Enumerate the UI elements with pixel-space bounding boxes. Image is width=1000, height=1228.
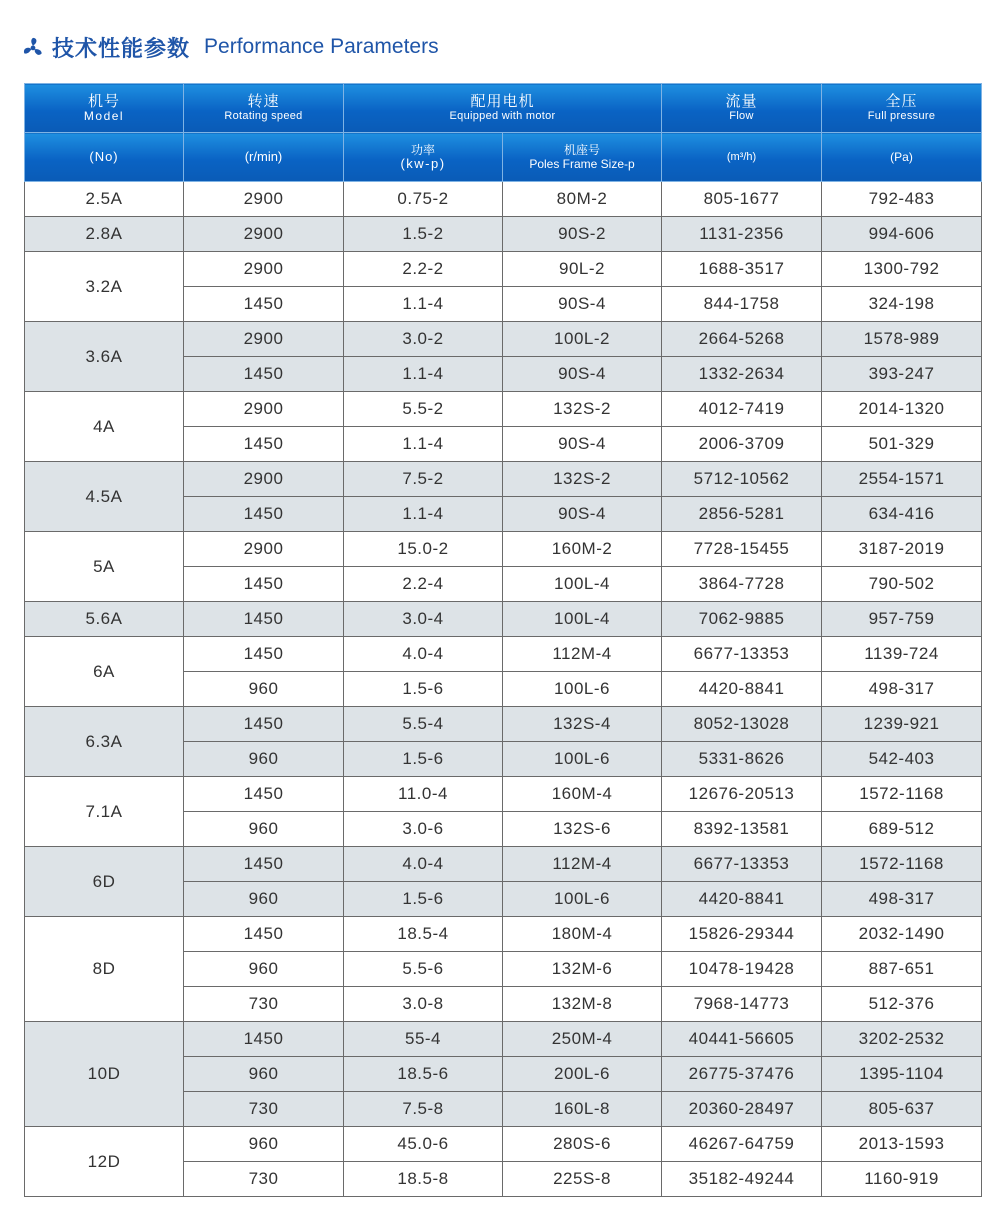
model-group [25, 777, 982, 847]
frame-cell: 280S-6 [503, 1127, 662, 1162]
header-flow: 流量 Flow [662, 84, 822, 133]
flow-cell: 1688-3517 [662, 252, 822, 287]
pressure-cell: 501-329 [822, 427, 982, 462]
power-cell: 18.5-8 [344, 1162, 503, 1197]
header-flow-unit: (m³/h) [662, 133, 822, 182]
header-motor: 配用电机 Equipped with motor [344, 84, 662, 133]
flow-cell: 15826-29344 [662, 917, 822, 952]
frame-cell: 160M-4 [503, 777, 662, 812]
header-speed: 转速 Rotating speed [184, 84, 344, 133]
pressure-cell: 498-317 [822, 672, 982, 707]
power-cell: 18.5-6 [344, 1057, 503, 1092]
flow-cell: 8392-13581 [662, 812, 822, 847]
section-title [22, 30, 439, 64]
power-cell: 4.0-4 [344, 637, 503, 672]
power-cell: 15.0-2 [344, 532, 503, 567]
power-cell: 1.1-4 [344, 287, 503, 322]
frame-cell: 90S-4 [503, 287, 662, 322]
speed-cell: 2900 [184, 392, 344, 427]
power-cell: 5.5-2 [344, 392, 503, 427]
frame-cell: 80M-2 [503, 182, 662, 217]
table-row [25, 462, 982, 497]
power-cell: 2.2-4 [344, 567, 503, 602]
power-cell: 55-4 [344, 1022, 503, 1057]
pressure-cell: 1578-989 [822, 322, 982, 357]
pressure-cell: 1139-724 [822, 637, 982, 672]
table-row [25, 392, 982, 427]
model-group [25, 1022, 982, 1127]
model-group [25, 322, 982, 392]
pressure-cell: 792-483 [822, 182, 982, 217]
frame-cell: 160L-8 [503, 1092, 662, 1127]
frame-cell: 90L-2 [503, 252, 662, 287]
power-cell: 3.0-6 [344, 812, 503, 847]
speed-cell: 1450 [184, 567, 344, 602]
speed-cell: 730 [184, 1162, 344, 1197]
table-row [25, 1127, 982, 1162]
table-row [25, 252, 982, 287]
header-frame: 机座号 Poles Frame Size-p [503, 133, 662, 182]
power-cell: 0.75-2 [344, 182, 503, 217]
flow-cell: 5331-8626 [662, 742, 822, 777]
pressure-cell: 2013-1593 [822, 1127, 982, 1162]
power-cell: 4.0-4 [344, 847, 503, 882]
speed-cell: 1450 [184, 497, 344, 532]
power-cell: 1.1-4 [344, 357, 503, 392]
header-pressure-unit: (Pa) [822, 133, 982, 182]
frame-cell: 112M-4 [503, 847, 662, 882]
model-group [25, 917, 982, 1022]
model-group [25, 252, 982, 322]
frame-cell: 132S-4 [503, 707, 662, 742]
pressure-cell: 1572-1168 [822, 847, 982, 882]
model-group [25, 392, 982, 462]
frame-cell: 160M-2 [503, 532, 662, 567]
frame-cell: 100L-6 [503, 882, 662, 917]
model-cell: 10D [25, 1022, 184, 1127]
flow-cell: 26775-37476 [662, 1057, 822, 1092]
table-row [25, 217, 982, 252]
power-cell: 3.0-2 [344, 322, 503, 357]
table-header [25, 84, 982, 182]
speed-cell: 960 [184, 882, 344, 917]
table-row [25, 707, 982, 742]
model-group [25, 847, 982, 917]
model-cell: 4A [25, 392, 184, 462]
speed-cell: 960 [184, 742, 344, 777]
pressure-cell: 498-317 [822, 882, 982, 917]
model-group [25, 1127, 982, 1197]
flow-cell: 4012-7419 [662, 392, 822, 427]
pressure-cell: 2014-1320 [822, 392, 982, 427]
table-row [25, 637, 982, 672]
title-english: Performance Parameters [204, 35, 439, 58]
model-cell: 8D [25, 917, 184, 1022]
power-cell: 11.0-4 [344, 777, 503, 812]
power-cell: 1.1-4 [344, 497, 503, 532]
flow-cell: 844-1758 [662, 287, 822, 322]
pressure-cell: 512-376 [822, 987, 982, 1022]
model-cell: 7.1A [25, 777, 184, 847]
frame-cell: 100L-6 [503, 672, 662, 707]
speed-cell: 1450 [184, 707, 344, 742]
frame-cell: 112M-4 [503, 637, 662, 672]
model-cell: 2.8A [25, 217, 184, 252]
pressure-cell: 1300-792 [822, 252, 982, 287]
power-cell: 3.0-8 [344, 987, 503, 1022]
pressure-cell: 542-403 [822, 742, 982, 777]
header-pressure: 全压 Full pressure [822, 84, 982, 133]
power-cell: 1.5-6 [344, 882, 503, 917]
flow-cell: 8052-13028 [662, 707, 822, 742]
speed-cell: 960 [184, 952, 344, 987]
table-row [25, 847, 982, 882]
model-group [25, 637, 982, 707]
speed-cell: 2900 [184, 252, 344, 287]
speed-cell: 960 [184, 812, 344, 847]
flow-cell: 2664-5268 [662, 322, 822, 357]
header-model: 机号 Model [25, 84, 184, 133]
power-cell: 1.5-6 [344, 742, 503, 777]
flow-cell: 6677-13353 [662, 847, 822, 882]
speed-cell: 1450 [184, 847, 344, 882]
frame-cell: 250M-4 [503, 1022, 662, 1057]
speed-cell: 1450 [184, 287, 344, 322]
frame-cell: 100L-4 [503, 602, 662, 637]
pressure-cell: 805-637 [822, 1092, 982, 1127]
pressure-cell: 3187-2019 [822, 532, 982, 567]
pressure-cell: 2554-1571 [822, 462, 982, 497]
model-group [25, 602, 982, 637]
frame-cell: 90S-2 [503, 217, 662, 252]
speed-cell: 2900 [184, 532, 344, 567]
frame-cell: 200L-6 [503, 1057, 662, 1092]
power-cell: 5.5-6 [344, 952, 503, 987]
pressure-cell: 887-651 [822, 952, 982, 987]
flow-cell: 4420-8841 [662, 672, 822, 707]
header-speed-unit: (r/min) [184, 133, 344, 182]
flow-cell: 5712-10562 [662, 462, 822, 497]
frame-cell: 132M-6 [503, 952, 662, 987]
table-row [25, 182, 982, 217]
speed-cell: 960 [184, 672, 344, 707]
header-power: 功率 (kw-p) [344, 133, 503, 182]
model-cell: 6D [25, 847, 184, 917]
power-cell: 2.2-2 [344, 252, 503, 287]
frame-cell: 90S-4 [503, 427, 662, 462]
flow-cell: 7968-14773 [662, 987, 822, 1022]
flow-cell: 35182-49244 [662, 1162, 822, 1197]
title-chinese: 技术性能参数 [52, 36, 191, 62]
pressure-cell: 393-247 [822, 357, 982, 392]
pressure-cell: 1395-1104 [822, 1057, 982, 1092]
speed-cell: 2900 [184, 462, 344, 497]
table-row [25, 917, 982, 952]
power-cell: 1.5-6 [344, 672, 503, 707]
model-cell: 2.5A [25, 182, 184, 217]
pressure-cell: 957-759 [822, 602, 982, 637]
speed-cell: 2900 [184, 182, 344, 217]
power-cell: 1.5-2 [344, 217, 503, 252]
table-row [25, 602, 982, 637]
flow-cell: 40441-56605 [662, 1022, 822, 1057]
power-cell: 5.5-4 [344, 707, 503, 742]
pressure-cell: 3202-2532 [822, 1022, 982, 1057]
table-row [25, 777, 982, 812]
model-cell: 4.5A [25, 462, 184, 532]
flow-cell: 3864-7728 [662, 567, 822, 602]
model-group [25, 707, 982, 777]
frame-cell: 180M-4 [503, 917, 662, 952]
frame-cell: 132S-6 [503, 812, 662, 847]
table-row [25, 1022, 982, 1057]
frame-cell: 100L-4 [503, 567, 662, 602]
frame-cell: 100L-2 [503, 322, 662, 357]
flow-cell: 1332-2634 [662, 357, 822, 392]
flow-cell: 46267-64759 [662, 1127, 822, 1162]
model-cell: 3.6A [25, 322, 184, 392]
power-cell: 45.0-6 [344, 1127, 503, 1162]
performance-table [24, 83, 982, 1197]
power-cell: 3.0-4 [344, 602, 503, 637]
flow-cell: 1131-2356 [662, 217, 822, 252]
model-group [25, 217, 982, 252]
flow-cell: 4420-8841 [662, 882, 822, 917]
flow-cell: 20360-28497 [662, 1092, 822, 1127]
flow-cell: 2856-5281 [662, 497, 822, 532]
pressure-cell: 324-198 [822, 287, 982, 322]
speed-cell: 730 [184, 1092, 344, 1127]
model-cell: 6.3A [25, 707, 184, 777]
frame-cell: 132S-2 [503, 392, 662, 427]
pressure-cell: 1160-919 [822, 1162, 982, 1197]
frame-cell: 90S-4 [503, 357, 662, 392]
table-row [25, 532, 982, 567]
frame-cell: 100L-6 [503, 742, 662, 777]
header-model-unit: (No) [25, 133, 184, 182]
speed-cell: 1450 [184, 777, 344, 812]
flow-cell: 7062-9885 [662, 602, 822, 637]
speed-cell: 960 [184, 1057, 344, 1092]
power-cell: 1.1-4 [344, 427, 503, 462]
flow-cell: 805-1677 [662, 182, 822, 217]
pressure-cell: 689-512 [822, 812, 982, 847]
model-group [25, 462, 982, 532]
flow-cell: 2006-3709 [662, 427, 822, 462]
flow-cell: 6677-13353 [662, 637, 822, 672]
flow-cell: 10478-19428 [662, 952, 822, 987]
model-group [25, 182, 982, 217]
speed-cell: 2900 [184, 217, 344, 252]
model-group [25, 532, 982, 602]
fan-icon [22, 36, 44, 58]
pressure-cell: 790-502 [822, 567, 982, 602]
pressure-cell: 1572-1168 [822, 777, 982, 812]
pressure-cell: 2032-1490 [822, 917, 982, 952]
pressure-cell: 634-416 [822, 497, 982, 532]
speed-cell: 1450 [184, 917, 344, 952]
pressure-cell: 994-606 [822, 217, 982, 252]
flow-cell: 12676-20513 [662, 777, 822, 812]
speed-cell: 1450 [184, 602, 344, 637]
speed-cell: 1450 [184, 637, 344, 672]
power-cell: 7.5-2 [344, 462, 503, 497]
frame-cell: 90S-4 [503, 497, 662, 532]
model-cell: 12D [25, 1127, 184, 1197]
model-cell: 6A [25, 637, 184, 707]
table-row [25, 322, 982, 357]
flow-cell: 7728-15455 [662, 532, 822, 567]
model-cell: 5.6A [25, 602, 184, 637]
speed-cell: 1450 [184, 427, 344, 462]
pressure-cell: 1239-921 [822, 707, 982, 742]
speed-cell: 2900 [184, 322, 344, 357]
speed-cell: 1450 [184, 1022, 344, 1057]
speed-cell: 960 [184, 1127, 344, 1162]
frame-cell: 132M-8 [503, 987, 662, 1022]
power-cell: 18.5-4 [344, 917, 503, 952]
speed-cell: 730 [184, 987, 344, 1022]
power-cell: 7.5-8 [344, 1092, 503, 1127]
speed-cell: 1450 [184, 357, 344, 392]
model-cell: 3.2A [25, 252, 184, 322]
frame-cell: 225S-8 [503, 1162, 662, 1197]
model-cell: 5A [25, 532, 184, 602]
frame-cell: 132S-2 [503, 462, 662, 497]
